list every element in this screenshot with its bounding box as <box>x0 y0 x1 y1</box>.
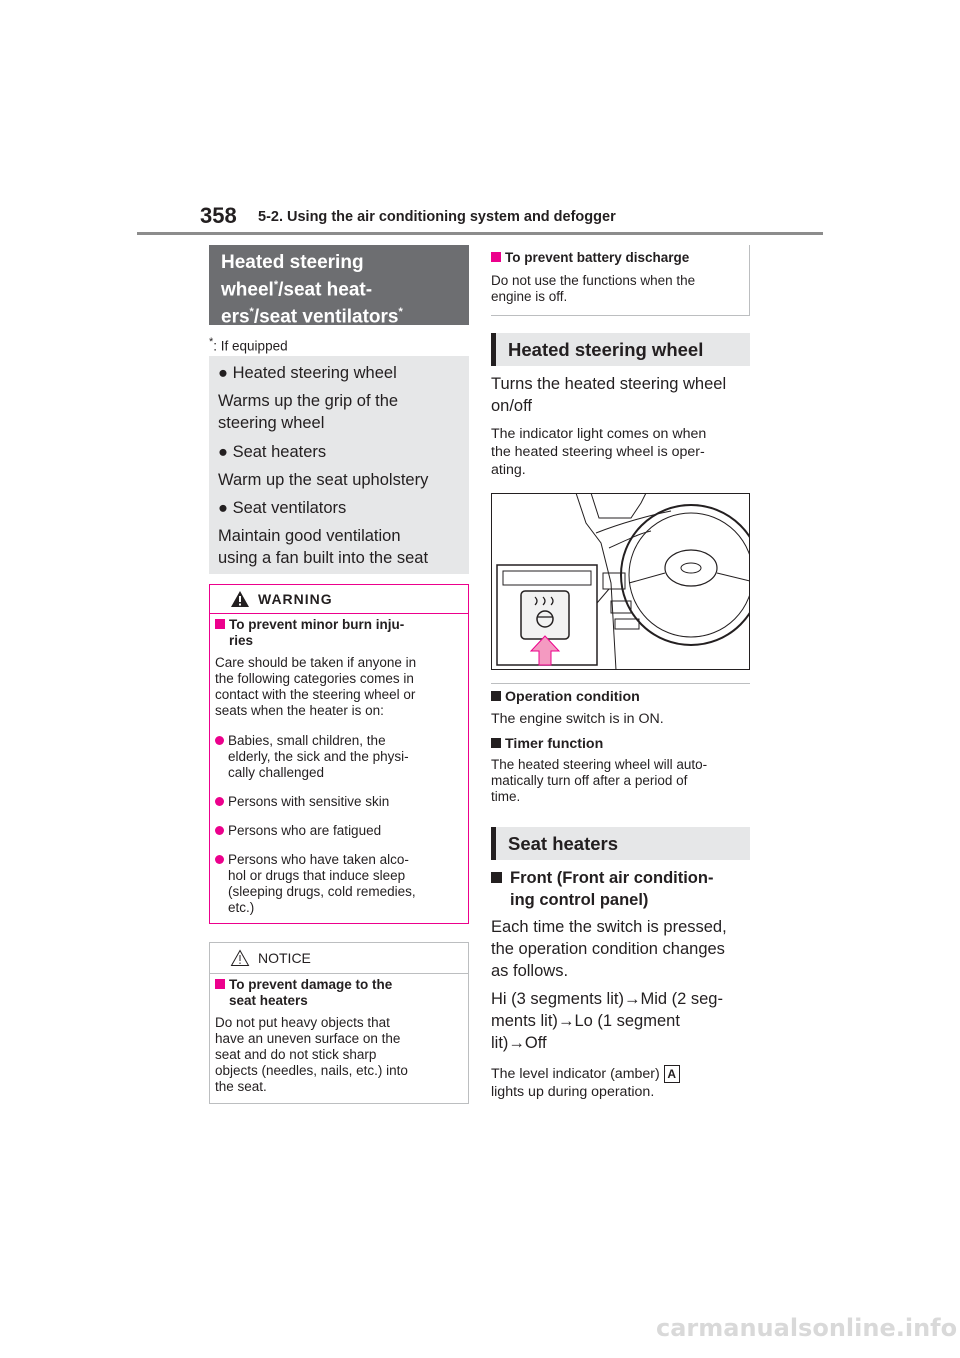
battery-box <box>491 245 750 316</box>
warning-item-4: Persons who have taken alco- hol or drugs that induce sleep (sleeping drugs, cold remedies, etc.) <box>215 852 416 916</box>
page-number: 358 <box>200 203 237 228</box>
watermark: carmanualsonline.info <box>656 1314 958 1342</box>
steering-wheel-illustration <box>491 493 750 670</box>
battery-para: Do not use the functions when the engine is off. <box>491 273 696 304</box>
notice-subhead: To prevent damage to the seat heaters <box>215 977 392 1009</box>
feature-2-desc: Warm up the seat upholstery <box>218 471 429 489</box>
feature-1: ● Heated steering wheel <box>218 364 397 382</box>
warning-header <box>210 585 468 614</box>
warning-item-3: Persons who are fatigued <box>215 823 381 839</box>
warning-box <box>209 584 469 924</box>
section-heated-steering-wheel: Heated steering wheel <box>491 333 750 366</box>
title-line-2: wheel*/seat heat- <box>221 279 373 301</box>
notice-header <box>210 943 468 974</box>
operation-condition-text: The engine switch is in ON. <box>491 711 664 727</box>
chapter-title: 5-2. Using the air conditioning system and defogger <box>258 209 616 225</box>
notice-label: NOTICE <box>258 950 311 966</box>
battery-subhead: To prevent battery discharge <box>491 250 689 266</box>
warning-para: Care should be taken if anyone in the following categories comes in contact with the steering wheel or seats when the heater is on: <box>215 655 417 718</box>
cycle-sequence: Hi (3 segments lit)→Mid (2 seg- ments lit)→Lo (1 segment lit)→Off <box>491 990 723 1052</box>
notice-box <box>209 942 469 1104</box>
title-line-1: Heated steering <box>221 252 364 273</box>
timer-function-head: Timer function <box>491 735 603 753</box>
front-text: Each time the switch is pressed, the operation condition changes as follows. <box>491 918 727 980</box>
arrow-right-icon: → <box>508 1034 525 1052</box>
warning-subhead: To prevent minor burn inju- ries <box>215 617 404 649</box>
feature-1-desc: Warms up the grip of the steering wheel <box>218 392 399 432</box>
hsw-note: The indicator light comes on when the heated steering wheel is oper- ating. <box>491 426 707 478</box>
divider <box>491 683 750 684</box>
feature-3: ● Seat ventilators <box>218 499 347 517</box>
warning-item-1: Babies, small children, the elderly, the sick and the physi- cally challenged <box>215 733 409 781</box>
caution-triangle-icon <box>230 949 250 967</box>
level-indicator-text: The level indicator (amber) A lights up during operation. <box>491 1065 680 1101</box>
operation-condition-head: Operation condition <box>491 688 640 706</box>
front-heading: Front (Front air condition- ing control panel) <box>491 867 713 911</box>
section-seat-heaters: Seat heaters <box>491 827 750 860</box>
arrow-right-icon: → <box>623 990 641 1008</box>
notice-para: Do not put heavy objects that have an uneven surface on the seat and do not stick sharp objects (needles, nails, etc.) into the seat. <box>215 1015 408 1094</box>
header-rule <box>137 232 823 235</box>
warning-label: WARNING <box>258 591 333 607</box>
features-box <box>209 356 469 574</box>
warning-item-2: Persons with sensitive skin <box>215 794 389 810</box>
feature-3-desc: Maintain good ventilation using a fan built into the seat <box>218 527 429 567</box>
timer-function-text: The heated steering wheel will auto- matically turn off after a period of time. <box>491 757 708 804</box>
arrow-right-icon: → <box>557 1012 575 1030</box>
feature-2: ● Seat heaters <box>218 443 327 461</box>
label-a: A <box>664 1065 680 1083</box>
hsw-instruction: Turns the heated steering wheel on/off <box>491 375 727 415</box>
footnote: *: If equipped <box>209 336 288 354</box>
section-title-heated-steering <box>209 245 469 328</box>
warning-triangle-icon <box>230 590 250 608</box>
title-line-3: ers*/seat ventilators* <box>221 306 403 328</box>
